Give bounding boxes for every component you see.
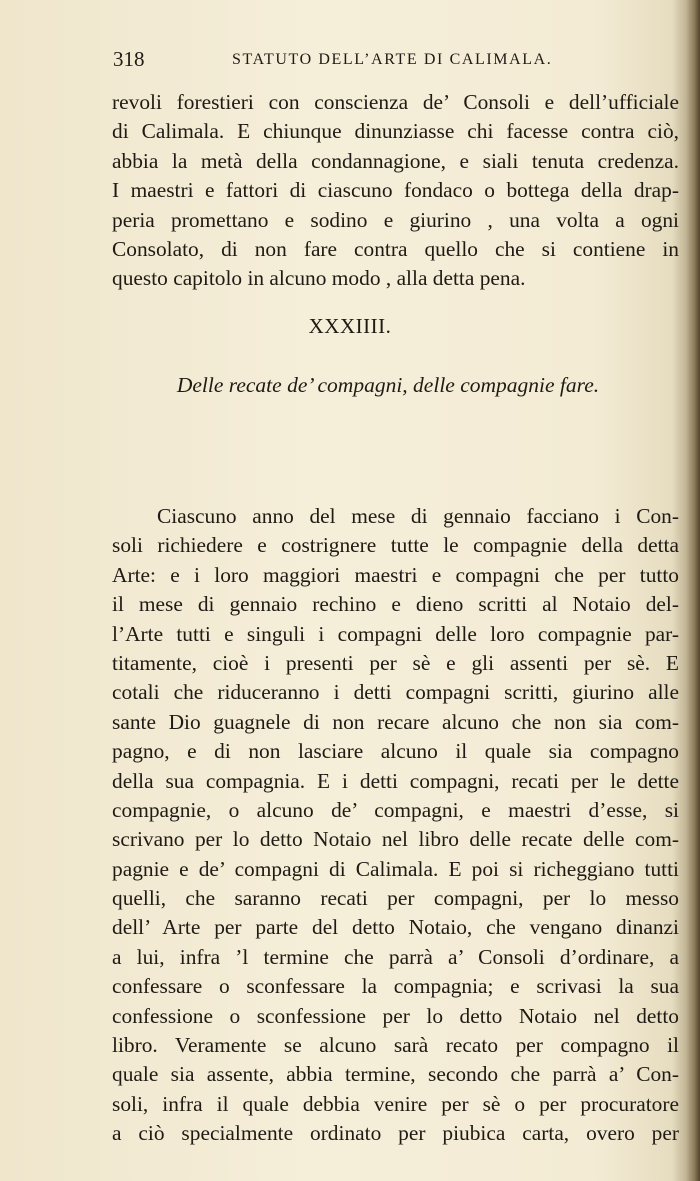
section-title: Delle recate de’ compagni, delle compagnie fare. <box>176 373 600 397</box>
text-line: Arte: e i loro maggiori maestri e compagni che per tutto <box>112 562 679 587</box>
text-line: soli, infra il quale debbia venire per sè o per procuratore <box>112 1091 679 1116</box>
text-line: cotali che riduceranno i detti compagni scritti, giurino alle <box>112 680 679 705</box>
text-line: scrivano per lo detto Notaio nel libro delle recate delle com- <box>112 827 679 852</box>
text-line: pagnie e de’ compagni di Calimala. E poi si richeggiano tutti <box>112 856 679 881</box>
text-line: pagno, e di non lasciare alcuno il quale sia compagno <box>112 739 679 764</box>
section-numeral: XXXIIII. <box>308 314 392 338</box>
text-line: confessare o sconfessare la compagnia; e scrivasi la sua <box>112 974 679 999</box>
paragraph-main <box>112 502 679 1149</box>
page-number: 318 <box>113 47 145 71</box>
text-line: revoli forestieri con conscienza de’ Consoli e dell’ufficiale <box>112 90 679 114</box>
text-line: quelli, che saranno recati per compagni, per lo messo <box>112 886 679 911</box>
text-line: sante Dio guagnele di non recare alcuno che non sia com- <box>112 709 679 734</box>
text-line: l’Arte tutti e singuli i compagni delle loro compagnie par- <box>112 621 679 646</box>
text-line: dell’ Arte per parte del detto Notaio, che vengano dinanzi <box>112 915 679 940</box>
text-line: di Calimala. E chiunque dinunziasse chi facesse contra ciò, <box>112 119 679 144</box>
text-line: della sua compagnia. E i detti compagni, recati per le dette <box>112 768 679 793</box>
text-line: I maestri e fattori di ciascuno fondaco o bottega della drap- <box>112 178 679 203</box>
text-line: compagnie, o alcuno de’ compagni, e maestri d’esse, si <box>112 797 679 822</box>
paragraph-continued <box>112 88 679 294</box>
text-line: quale sia assente, abbia termine, secondo che parrà a’ Con- <box>112 1062 679 1087</box>
text-line: Ciascuno anno del mese di gennaio facciano i Con- <box>157 504 679 528</box>
text-line: confessione o sconfessione per lo detto Notaio nel detto <box>112 1003 679 1028</box>
running-title: STATUTO DELL’ARTE DI CALIMALA. <box>232 51 553 68</box>
text-line: peria promettano e sodino e giurino , una volta a ogni <box>112 207 679 232</box>
text-line: soli richiedere e costrignere tutte le compagnie della detta <box>112 533 679 558</box>
text-line: abbia la metà della condannagione, e siali tenuta credenza. <box>112 148 679 173</box>
text-line: libro. Veramente se alcuno sarà recato per compagno il <box>112 1033 679 1058</box>
running-head <box>110 47 680 75</box>
text-line: a lui, infra ’l termine che parrà a’ Consoli d’ordinare, a <box>112 944 679 969</box>
text-line: questo capitolo in alcuno modo , alla detta pena. <box>112 266 526 291</box>
page-edge-shadow <box>686 0 700 1181</box>
text-line: Consolato, di non fare contra quello che si contiene in <box>112 236 679 261</box>
text-line: il mese di gennaio rechino e dieno scritti al Notaio del- <box>112 592 679 617</box>
text-line: a ciò specialmente ordinato per piubica carta, overo per <box>112 1121 679 1146</box>
text-line: titamente, cioè i presenti per sè e gli assenti per sè. E <box>112 650 679 675</box>
